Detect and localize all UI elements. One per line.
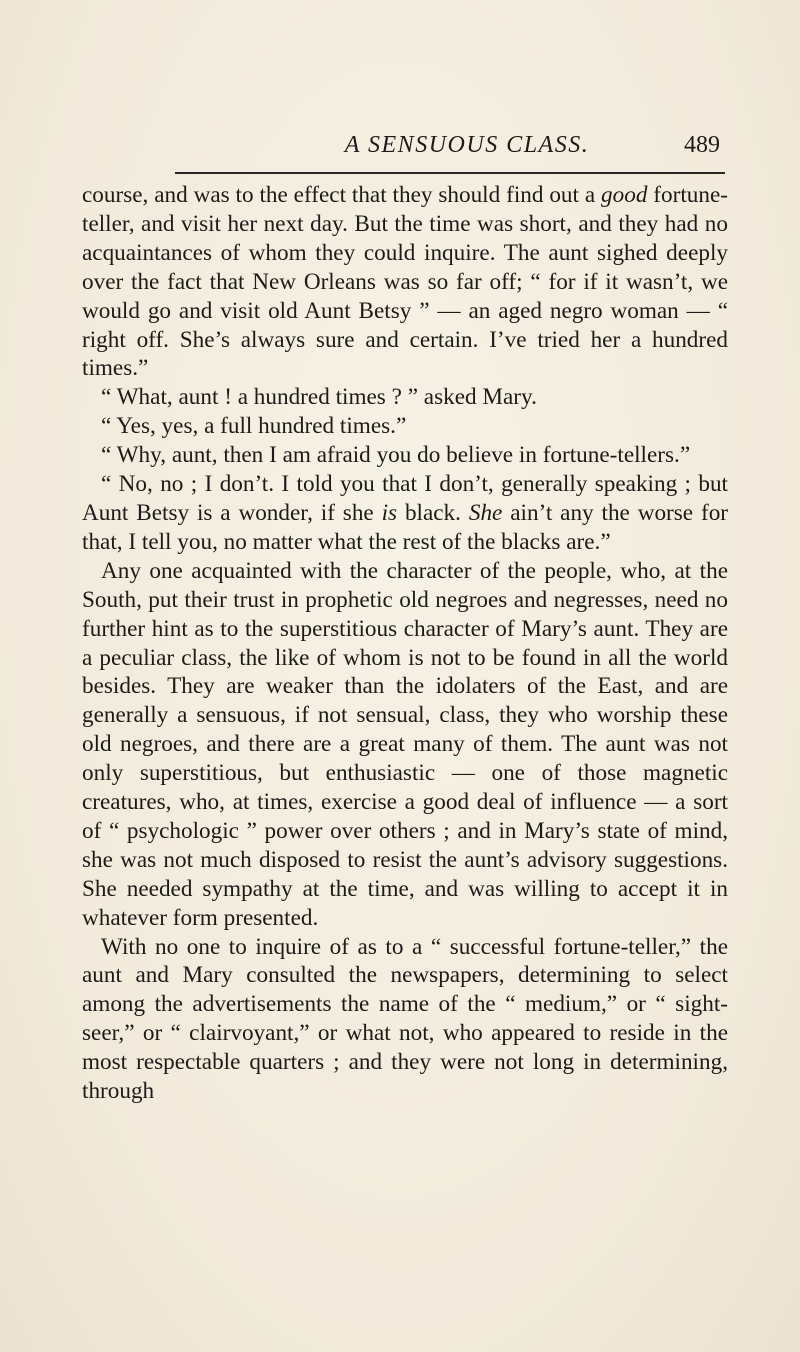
running-title: A SENSUOUS CLASS. (344, 132, 590, 158)
paragraph (82, 557, 728, 933)
italic-text: is (381, 499, 398, 526)
text-run: “ No, no ; I don’t. I told you that I don’t, generally speaking ; but Aunt Betsy is a wonder, if she (82, 471, 728, 526)
text-run: “ What, aunt ! a hundred times ? ” asked Mary. (101, 384, 537, 411)
paragraph (82, 412, 728, 441)
paragraph (82, 933, 728, 1106)
paragraph (82, 181, 728, 383)
text-run: “ Why, aunt, then I am afraid you do believe in fortune-tellers.” (101, 442, 691, 469)
text-run: black. (397, 499, 469, 526)
text-run: fortune-teller, and visit her next day. But the time was short, and they had no acquaintances of whom they could inquire. The aunt sighed deeply over the fact that New Orleans was so far off; “ for if it wasn’t, we would go and visit old Aunt Betsy ” — an aged negro woman — “ right off. She’s always sure and certain. I’ve tried her a hundred times.” (82, 182, 728, 382)
text-run: “ Yes, yes, a full hundred times.” (101, 413, 407, 440)
header-rule (175, 172, 725, 174)
text-run: With no one to inquire of as to a “ successful fortune-teller,” the aunt and Mary consulted the newspapers, determining to select among the advertisements the name of the “ medium,” or “ sight-seer,” or “ clairvoyant,” or what not, who appeared to reside in the most respectable quarters ; and they were not long in determining, through (82, 933, 728, 1105)
italic-text: good (601, 182, 648, 208)
page-number: 489 (684, 132, 720, 158)
paragraph (82, 470, 728, 557)
text-run: ain’t any the worse for that, I tell you, no matter what the rest of the blacks are.” (82, 499, 729, 555)
body-text (82, 181, 728, 1106)
text-run: course, and was to the effect that they should find out a (82, 182, 602, 208)
italic-text: She (468, 499, 503, 526)
paragraph (82, 441, 728, 470)
page-header (172, 128, 722, 168)
paragraph (82, 383, 728, 412)
text-run: Any one acquainted with the character of the people, who, at the South, put their trust in prophetic old negroes and negresses, need no further hint as to the superstitious character of Mary’s aunt. They are a peculiar class, the like of whom is not to be found in all the world besides. They are weaker than the idolaters of the East, and are generally a sensuous, if not sensual, class, they who worship these old negroes, and there are a great many of them. The aunt was not only superstitious, but enthusiastic — one of those magnetic creatures, who, at times, exercise a good deal of influence — a sort of “ psychologic ” power over others ; and in Mary’s state of mind, she was not much disposed to resist the aunt’s advisory suggestions. She needed sympathy at the time, and was willing to accept it in whatever form presented. (82, 557, 728, 931)
